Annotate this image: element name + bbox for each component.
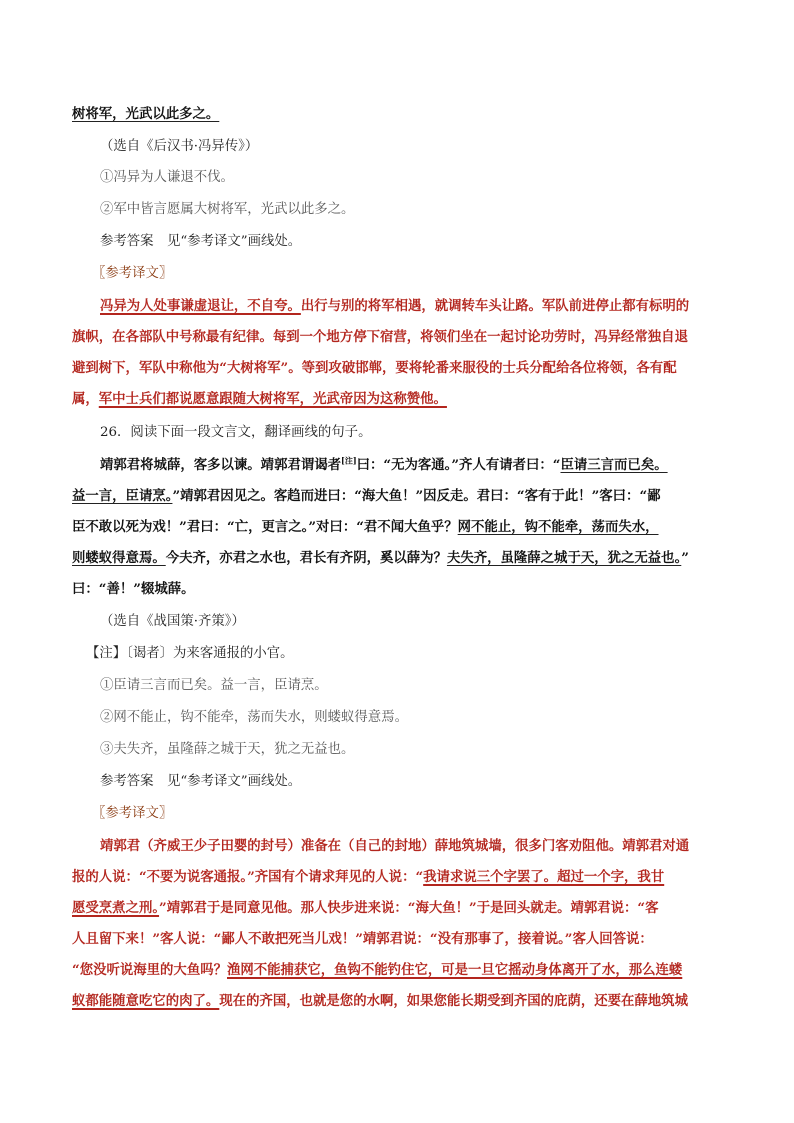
translation-line [72,388,447,407]
footnote: 【注】〔谒者〕为来客通报的小官。 [86,646,294,661]
underlined-text: 愿受烹煮之刑。 [72,900,160,916]
underlined-text: 网不能止，钩不能牵，荡而失水， [457,519,659,535]
question-prompt: 26．阅读下面一段文言文，翻译画线的句子。 [100,425,372,440]
translation-line [100,295,689,314]
passage-line [100,454,668,473]
carryover-line [72,103,219,122]
translation-line: 避到树下，军队中称他为“大树将军”。等到攻破邯郸，要将轮番来服役的士兵分配给各位将领，各有配 [72,360,677,376]
translation-line: 旗帜，在各部队中号称最有纪律。每到一个地方停下宿营，将领们坐在一起讨论功劳时，冯异经常独自退 [72,329,688,345]
answer-reference: 参考答案 见“参考译文”画线处。 [100,234,302,249]
question-item: ②网不能止，钩不能牵，荡而失水，则蝼蚁得意焉。 [100,710,408,725]
passage-text: 靖郭君将城薛，客多以谏。靖郭君谓谒者 [100,457,342,473]
underlined-text: 益一言，臣请烹。 [72,488,173,504]
translation-text: 出行与别的将军相遇，就调转车头让路。军队前进停止都有标明的 [300,298,690,314]
passage-text: 今夫齐，亦君之水也，君长有齐阴，奚以薛为？ [165,550,447,566]
underlined-text: 夫失齐，虽隆薛之城于天，犹之无益也。 [446,550,682,566]
translation-line: 靖郭君（齐威王少子田婴的封号）准备在（自己的封地）薛地筑城墙，很多门客劝阻他。靖郭君对通 [100,838,690,854]
question-item: ①冯异为人谦退不伐。 [100,170,234,185]
passage-text: 臣不敢以死为戏！”君曰：“亡，更言之。”对曰：“君不闻大鱼乎？ [72,519,458,535]
underlined-text: 树将军，光武以此多之。 [72,106,220,122]
passage-line: 曰：“善！”辍城薛。 [72,581,195,597]
passage-line [72,547,689,566]
underlined-text: 我请求说三个字罢了。超过一个字，我甘 [423,869,665,885]
translation-text: 报的人说：“不要为说客通报。”齐国有个请求拜见的人说：“ [72,869,424,885]
source-citation: （选自《战国策·齐策》） [100,614,245,629]
translation-label: 〖参考译文〗 [92,806,173,821]
underlined-text: 军中士兵们都说愿意跟随大树将军，光武帝因为这称赞他。 [98,391,447,407]
translation-text: 现在的齐国，也就是您的水啊，如果您能长期受到齐国的庇荫，还要在薛地筑城 [219,993,688,1009]
passage-line [72,485,661,504]
question-item: ②军中皆言愿属大树将军，光武以此多之。 [100,202,355,217]
translation-label: 〖参考译文〗 [92,266,173,281]
underlined-text: 蚁都能随意吃它的肉了。 [72,993,220,1009]
translation-line: 人且留下来！”客人说：“鄙人不敢把死当儿戏！”靖郭君说：“没有那事了，接着说。”客人回答说： [72,931,653,947]
passage-text: ”靖郭君因见之。客趋而进曰：“海大鱼！”因反走。君曰：“客有于此！”客曰：“鄙 [172,488,661,504]
passage-text: 曰：“无为客通。”齐人有请者曰：“ [356,457,561,473]
underlined-text: 则蝼蚁得意焉。 [72,550,166,566]
question-item: ③夫失齐，虽隆薛之城于天，犹之无益也。 [100,742,355,757]
answer-reference: 参考答案 见“参考译文”画线处。 [100,774,302,789]
translation-text: ”靖郭君于是同意见他。那人快步进来说：“海大鱼！”于是回头就走。靖郭君说：“客 [159,900,659,916]
underlined-text: 臣请三言而已矣。 [560,457,668,473]
source-citation: （选自《后汉书·冯异传》） [100,139,259,154]
footnote-marker: [注] [341,455,357,466]
translation-text: “您没听说海里的大鱼吗？ [72,962,227,978]
question-item: ①臣请三言而已矣。益一言，臣请烹。 [100,678,328,693]
underlined-text: 渔网不能捕获它，鱼钩不能钓住它，可是一旦它摇动身体离开了水，那么连蝼 [227,962,683,978]
translation-line [72,897,659,916]
translation-line [72,959,682,978]
translation-line [72,990,688,1009]
translation-line [72,866,664,885]
passage-line [72,516,659,535]
translation-text: 属， [72,391,99,407]
passage-text: ” [681,550,689,566]
underlined-text: 冯异为人处事谦虚退让，不自夸。 [100,298,301,314]
